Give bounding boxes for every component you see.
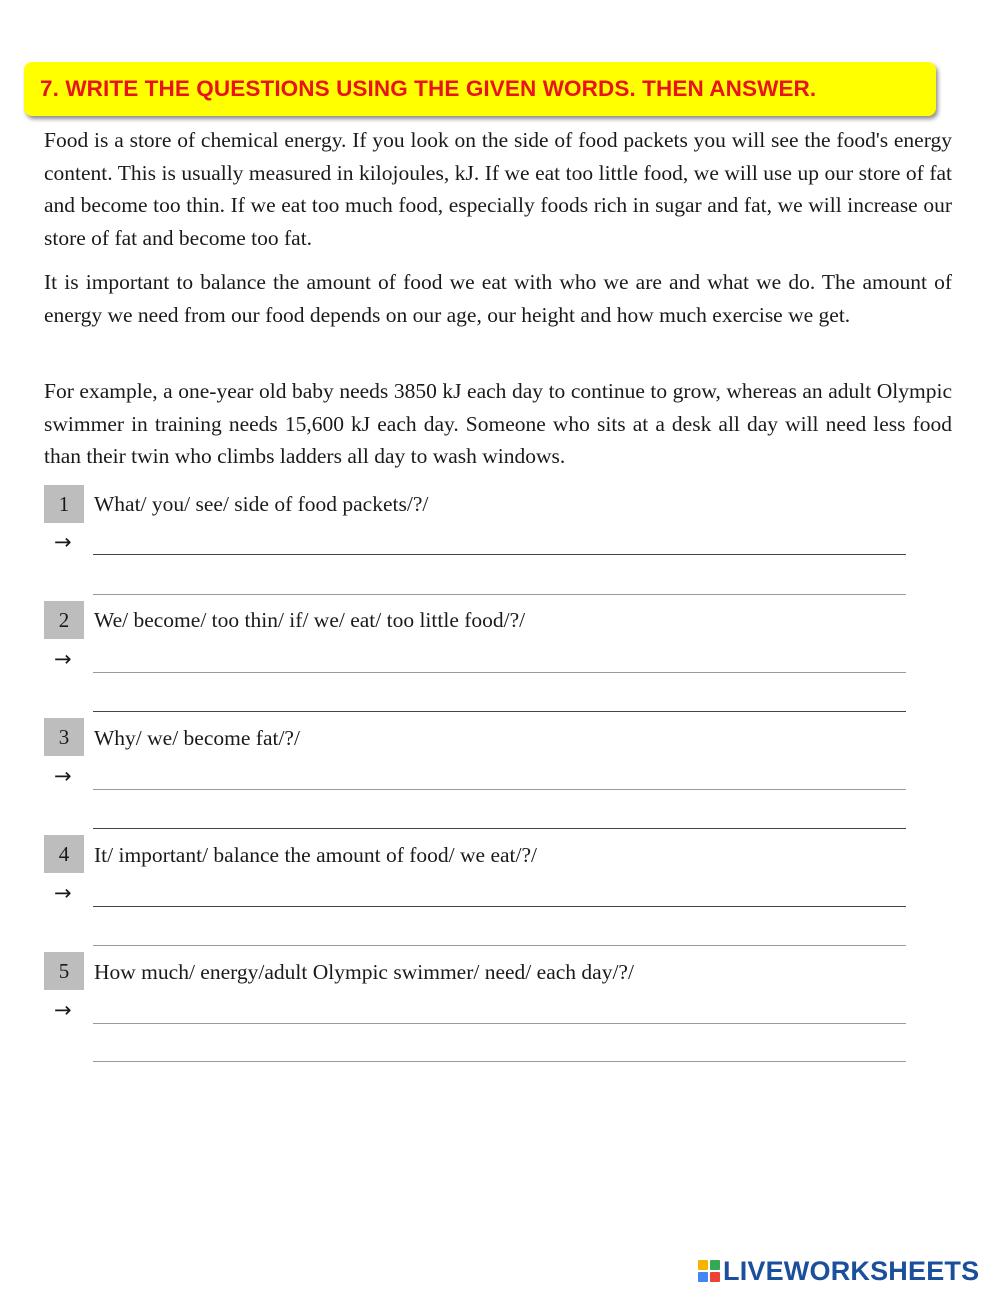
- paragraph-1: Food is a store of chemical energy. If you look on the side of food packets you will see the food's energy content. This is usually measured in kilojoules, kJ. If we eat too little food, we will use up our store of fat and become too thin. If we eat too much food, especially foods rich in sugar and fat, we will increase our store of fat and become too fat.: [44, 128, 952, 250]
- question-3-number: 3: [44, 718, 84, 756]
- question-4-prompt: It/ important/ balance the amount of food/ we eat/?/: [94, 843, 537, 867]
- question-4-answer-line-2[interactable]: [93, 945, 906, 946]
- question-1-prompt: What/ you/ see/ side of food packets/?/: [94, 492, 429, 516]
- question-2-prompt: We/ become/ too thin/ if/ we/ eat/ too little food/?/: [94, 608, 526, 632]
- question-5-answer-line-2[interactable]: [93, 1061, 906, 1062]
- question-3-answer-line[interactable]: [93, 789, 906, 790]
- arrow-icon: →: [54, 881, 72, 905]
- question-1-number: 1: [44, 485, 84, 523]
- section-title-banner: [24, 62, 936, 116]
- liveworksheets-logo: [698, 1256, 979, 1286]
- question-3-prompt: Why/ we/ become fat/?/: [94, 726, 300, 750]
- logo-blocks-icon: [698, 1260, 720, 1282]
- question-4-answer-line[interactable]: [93, 906, 906, 907]
- question-3-answer-line-2[interactable]: [93, 828, 906, 829]
- question-5-answer-line[interactable]: [93, 1023, 906, 1024]
- question-1-answer-line-2[interactable]: [93, 594, 906, 595]
- question-2-answer-line-2[interactable]: [93, 711, 906, 712]
- arrow-icon: →: [54, 998, 72, 1022]
- logo-text: LIVEWORKSHEETS: [723, 1255, 980, 1286]
- question-1-answer-line[interactable]: [93, 554, 906, 555]
- arrow-icon: →: [54, 530, 72, 554]
- arrow-icon: →: [54, 647, 72, 671]
- question-5-number: 5: [44, 952, 84, 990]
- question-2-number: 2: [44, 601, 84, 639]
- paragraph-3: For example, a one-year old baby needs 3850 kJ each day to continue to grow, whereas an adult Olympic swimmer in training needs 15,600 kJ each day. Someone who sits at a desk all day will need less food than their twin who climbs ladders all day to wash windows.: [44, 379, 952, 468]
- question-4-number: 4: [44, 835, 84, 873]
- question-5-prompt: How much/ energy/adult Olympic swimmer/ need/ each day/?/: [94, 960, 634, 984]
- paragraph-2: It is important to balance the amount of food we eat with who we are and what we do. The amount of energy we need from our food depends on our age, our height and how much exercise we get.: [44, 270, 952, 327]
- arrow-icon: →: [54, 764, 72, 788]
- section-title: 7. WRITE THE QUESTIONS USING THE GIVEN WORDS. THEN ANSWER.: [40, 76, 817, 101]
- question-2-answer-line[interactable]: [93, 672, 906, 673]
